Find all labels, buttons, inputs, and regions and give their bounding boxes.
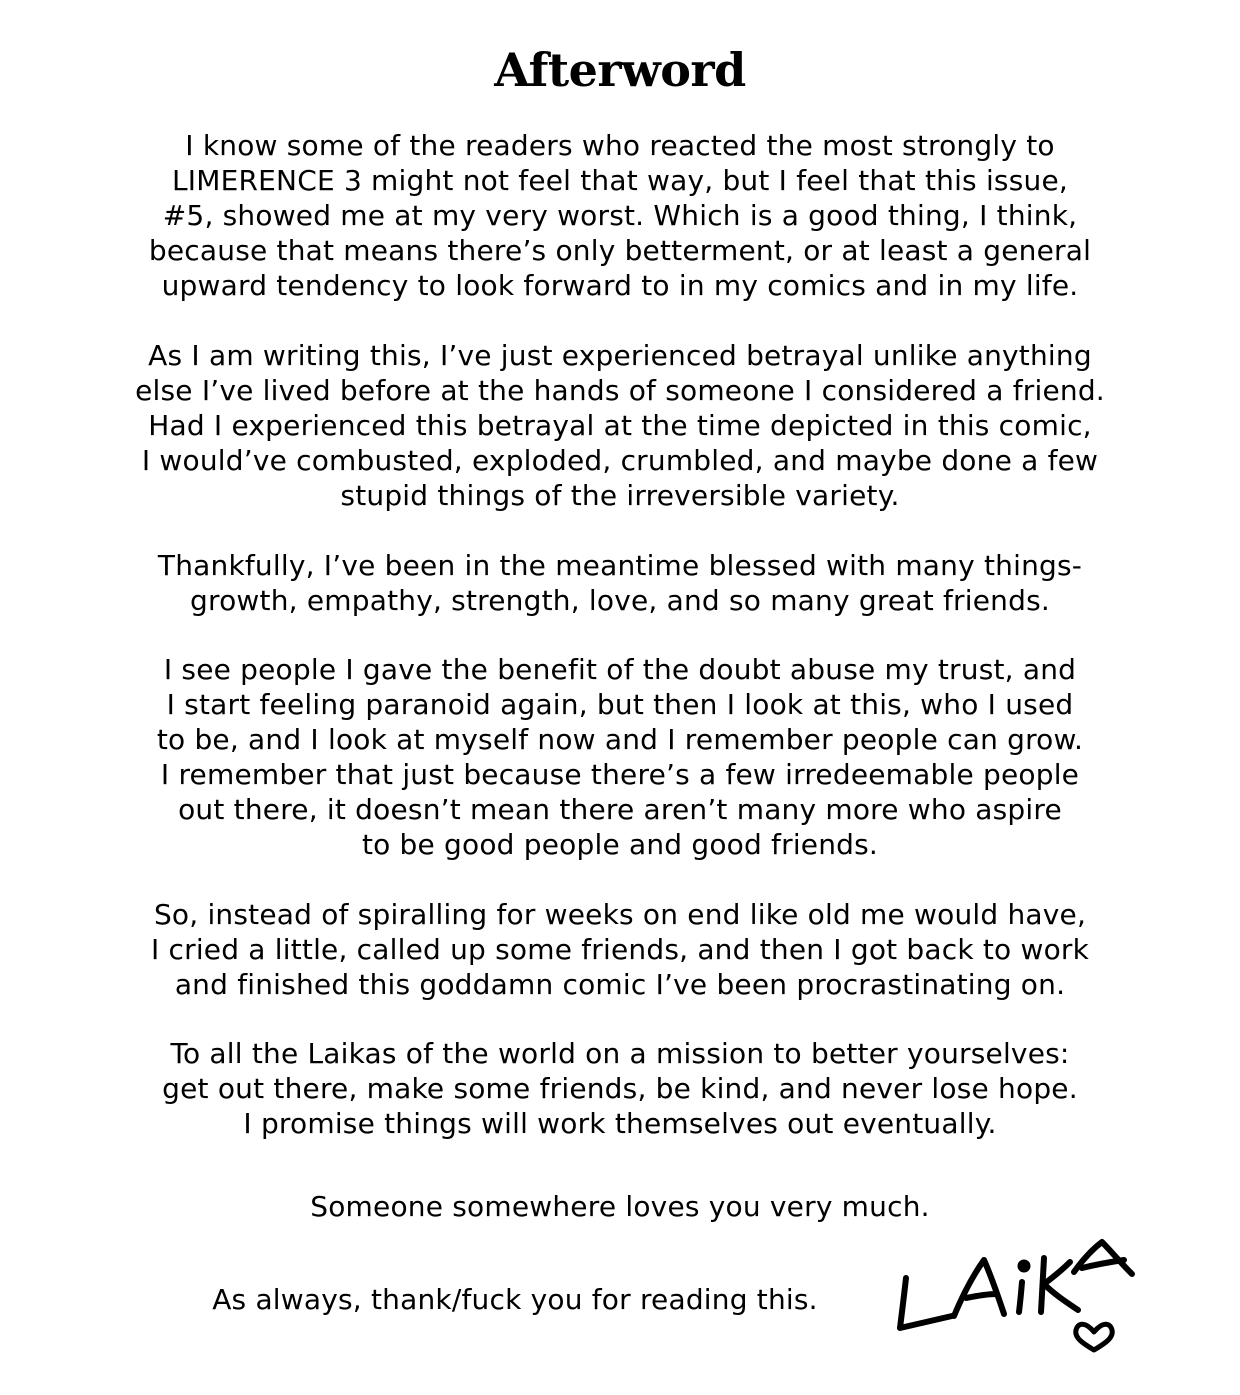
text-line: I see people I gave the benefit of the doubt abuse my trust, and xyxy=(163,653,1077,686)
text-line: stupid things of the irreversible variety. xyxy=(340,479,900,512)
text-line: I would’ve combusted, exploded, crumbled, and maybe done a few xyxy=(141,444,1099,477)
text-line: Had I experienced this betrayal at the time depicted in this comic, xyxy=(148,409,1092,442)
text-line: else I’ve lived before at the hands of someone I considered a friend. xyxy=(135,374,1105,407)
text-line: and finished this goddamn comic I’ve been procrastinating on. xyxy=(174,968,1066,1001)
text-line: Thankfully, I’ve been in the meantime blessed with many things- xyxy=(157,549,1083,582)
text-line: Someone somewhere loves you very much. xyxy=(310,1190,930,1223)
paragraph-1 xyxy=(40,128,1200,303)
text-line: To all the Laikas of the world on a mission to better yourselves: xyxy=(170,1037,1070,1070)
text-line: out there, it doesn’t mean there aren’t many more who aspire xyxy=(178,793,1062,826)
text-line: So, instead of spiralling for weeks on end like old me would have, xyxy=(153,898,1087,931)
closing-line xyxy=(0,1282,1030,1317)
signature xyxy=(888,1232,1148,1362)
paragraph-7 xyxy=(40,1189,1200,1224)
text-line: LIMERENCE 3 might not feel that way, but I feel that this issue, xyxy=(172,164,1068,197)
paragraph-3 xyxy=(40,548,1200,618)
paragraph-2 xyxy=(40,338,1200,513)
signature-drawing xyxy=(888,1232,1148,1362)
text-line: I promise things will work themselves out eventually. xyxy=(243,1107,997,1140)
paragraph-5 xyxy=(40,897,1200,1002)
text-line: I remember that just because there’s a few irredeemable people xyxy=(160,758,1080,791)
text-line: I cried a little, called up some friends, and then I got back to work xyxy=(150,933,1090,966)
text-line: to be, and I look at myself now and I remember people can grow. xyxy=(156,723,1084,756)
text-line: because that means there’s only betterment, or at least a general xyxy=(148,234,1092,267)
text-line: get out there, make some friends, be kind, and never lose hope. xyxy=(162,1072,1078,1105)
text-line: I know some of the readers who reacted the most strongly to xyxy=(185,129,1055,162)
text-line: to be good people and good friends. xyxy=(361,828,879,861)
text-line: growth, empathy, strength, love, and so many great friends. xyxy=(190,584,1050,617)
text-line: I start feeling paranoid again, but then I look at this, who I used xyxy=(166,688,1074,721)
text-line: As I am writing this, I’ve just experienced betrayal unlike anything xyxy=(148,339,1092,372)
heart-icon xyxy=(1076,1324,1113,1350)
text-line: #5, showed me at my very worst. Which is a good thing, I think, xyxy=(162,199,1078,232)
text-line: upward tendency to look forward to in my comics and in my life. xyxy=(161,269,1079,302)
paragraph-6 xyxy=(40,1036,1200,1141)
text-line: As always, thank/fuck you for reading this. xyxy=(212,1283,818,1316)
page-title: Afterword xyxy=(494,43,746,97)
paragraph-4 xyxy=(40,652,1200,862)
